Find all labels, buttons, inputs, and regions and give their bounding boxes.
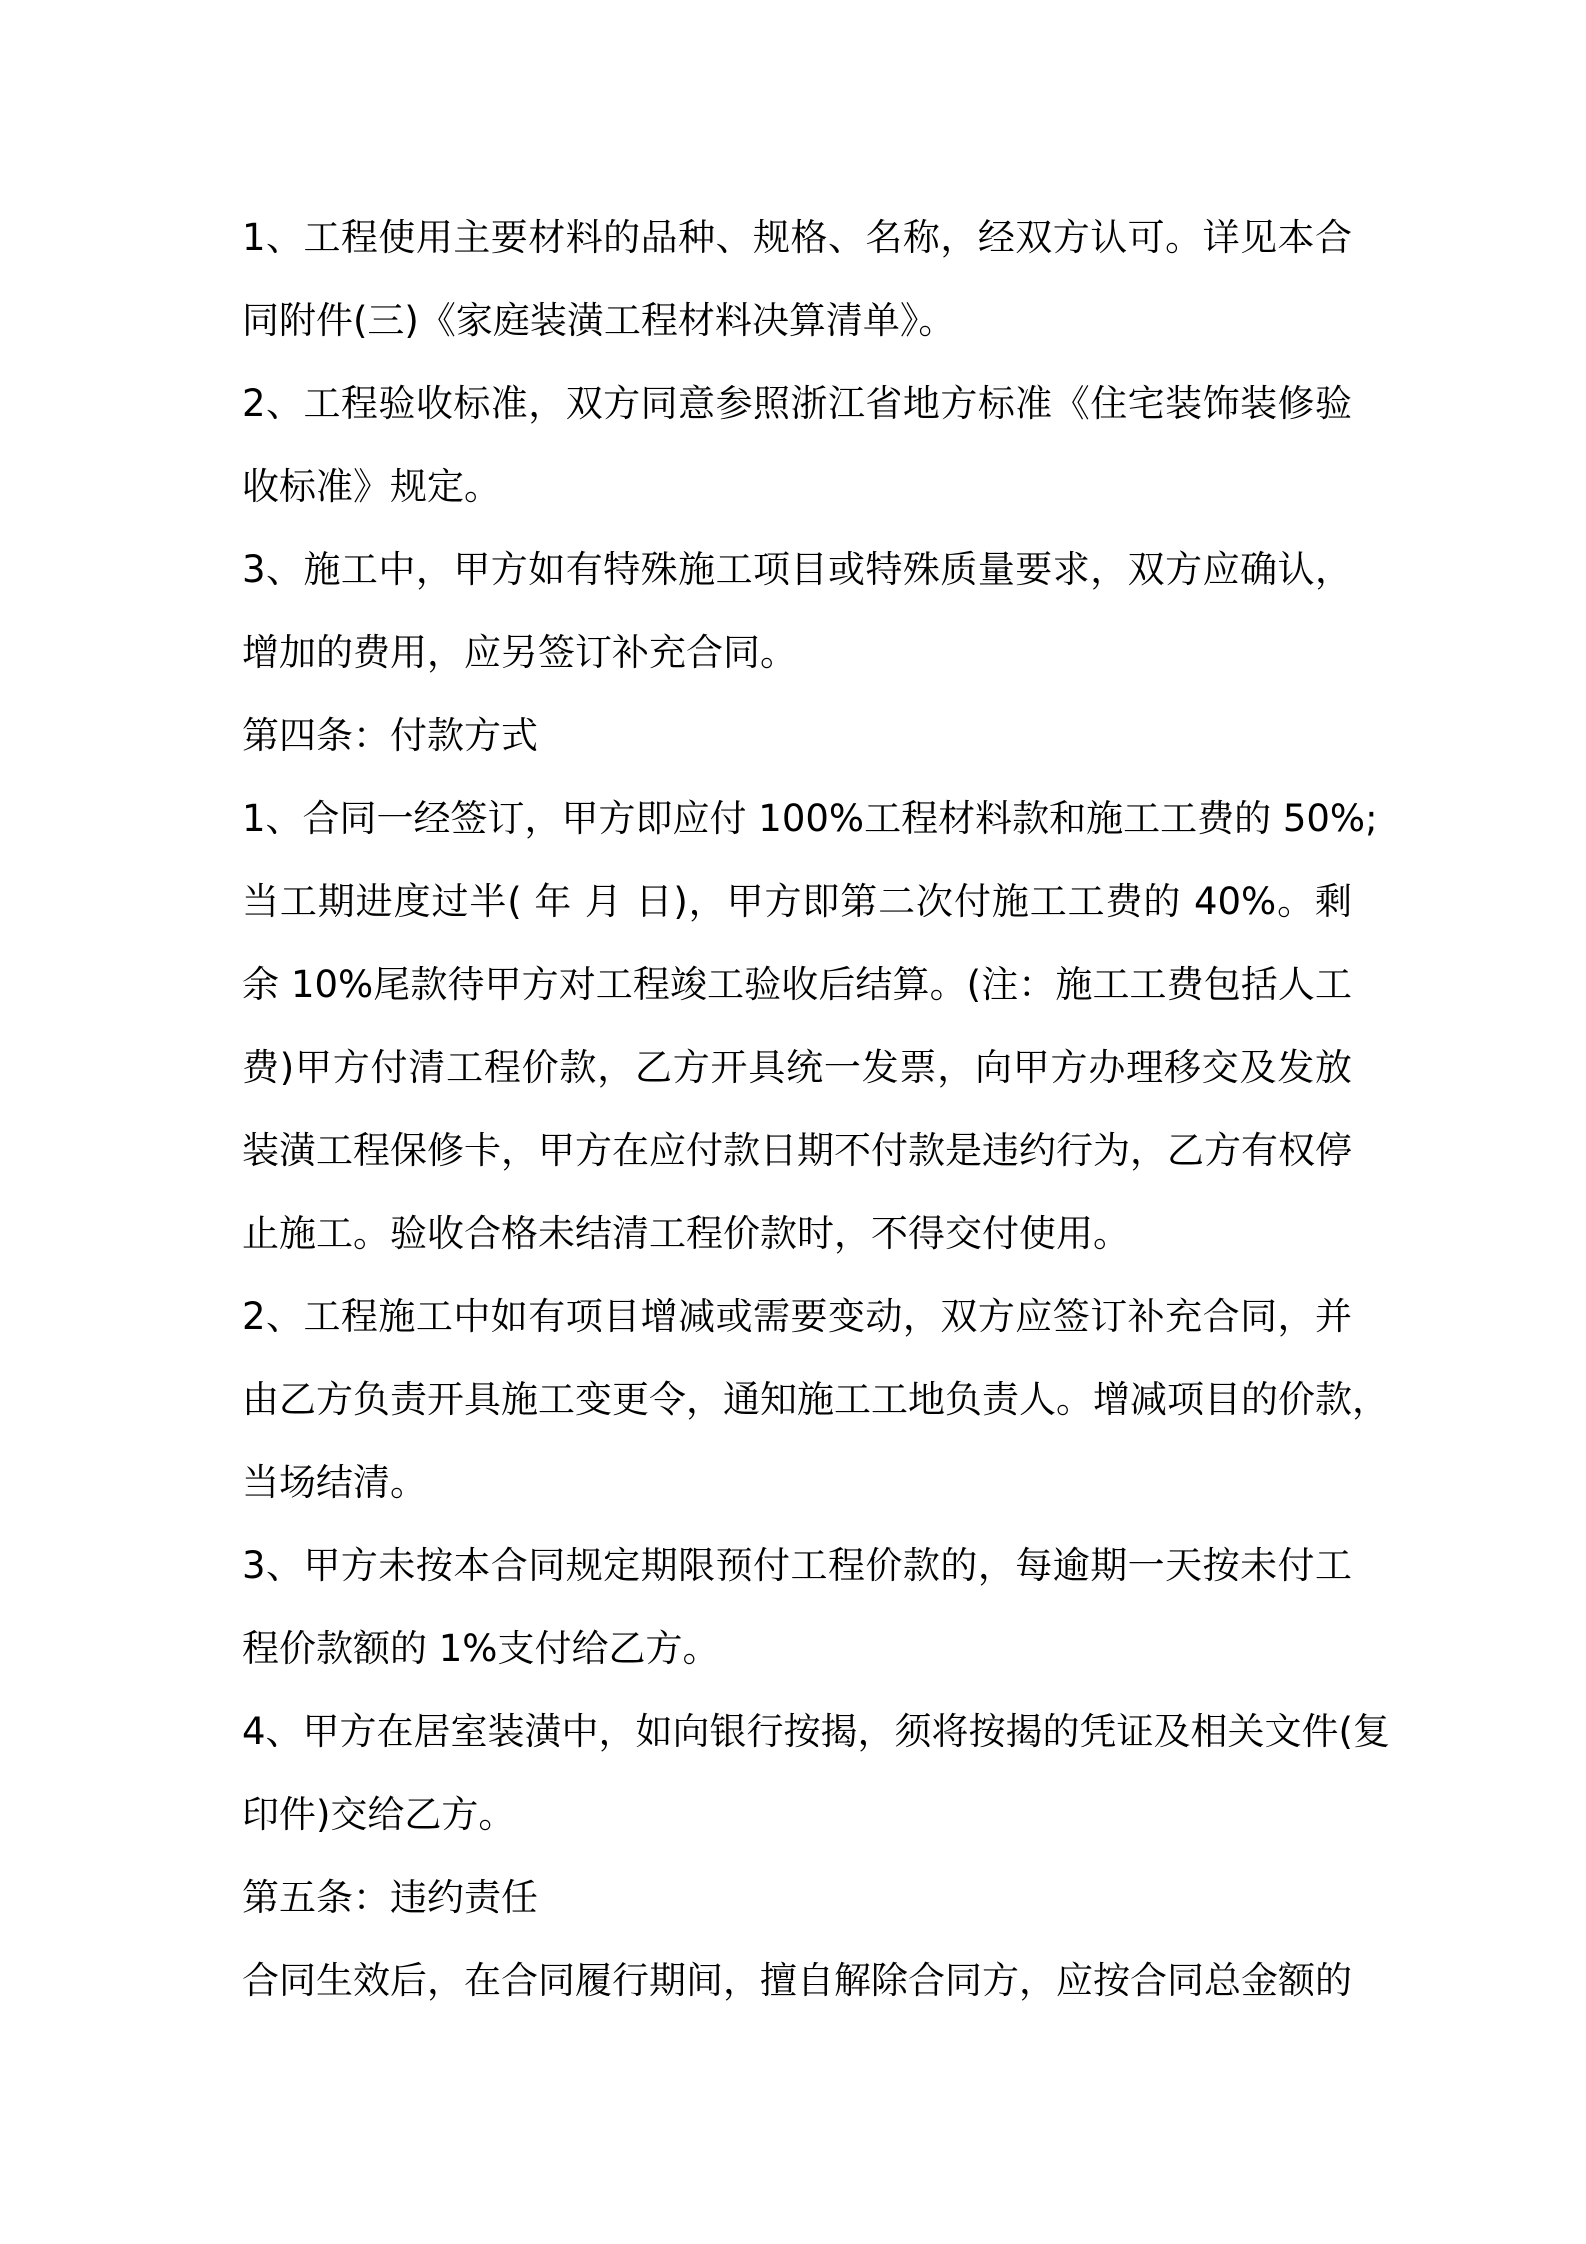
text-line: 同附件(三)《家庭装潢工程材料决算清单》。 — [242, 299, 956, 342]
text-line: 4、甲方在居室装潢中，如向银行按揭，须将按揭的凭证及相关文件(复 — [242, 1710, 1390, 1753]
section-heading: 第五条：违约责任 — [242, 1876, 538, 1919]
document-body — [242, 196, 1390, 2022]
text-line: 程价款额的 1%支付给乙方。 — [242, 1627, 720, 1670]
text-line: 止施工。验收合格未结清工程价款时，不得交付使用。 — [242, 1212, 1130, 1255]
text-line: 1、工程使用主要材料的品种、规格、名称，经双方认可。详见本合 — [242, 216, 1352, 259]
text-line: 增加的费用，应另签订补充合同。 — [242, 631, 797, 674]
text-line: 由乙方负责开具施工变更令，通知施工工地负责人。增减项目的价款， — [242, 1378, 1389, 1421]
text-line: 余 10%尾款待甲方对工程竣工验收后结算。(注：施工工费包括人工 — [242, 963, 1352, 1006]
text-line: 3、施工中，甲方如有特殊施工项目或特殊质量要求，双方应确认， — [242, 548, 1352, 591]
text-line: 2、工程施工中如有项目增减或需要变动，双方应签订补充合同，并 — [242, 1295, 1352, 1338]
text-line: 装潢工程保修卡，甲方在应付款日期不付款是违约行为，乙方有权停 — [242, 1129, 1352, 1172]
text-line: 费)甲方付清工程价款，乙方开具统一发票，向甲方办理移交及发放 — [242, 1046, 1352, 1089]
text-line: 收标准》规定。 — [242, 465, 501, 508]
text-line: 2、工程验收标准，双方同意参照浙江省地方标准《住宅装饰装修验 — [242, 382, 1352, 425]
text-line: 当场结清。 — [242, 1461, 427, 1504]
section-heading: 第四条：付款方式 — [242, 714, 538, 757]
text-line: 当工期进度过半( 年 月 日)，甲方即第二次付施工工费的 40%。剩 — [242, 880, 1352, 923]
text-line: 合同生效后，在合同履行期间，擅自解除合同方，应按合同总金额的 — [242, 1959, 1352, 2002]
text-line: 1、合同一经签订，甲方即应付 100%工程材料款和施工工费的 50%; — [242, 797, 1378, 840]
text-line: 3、甲方未按本合同规定期限预付工程价款的，每逾期一天按未付工 — [242, 1544, 1352, 1587]
text-line: 印件)交给乙方。 — [242, 1793, 516, 1836]
